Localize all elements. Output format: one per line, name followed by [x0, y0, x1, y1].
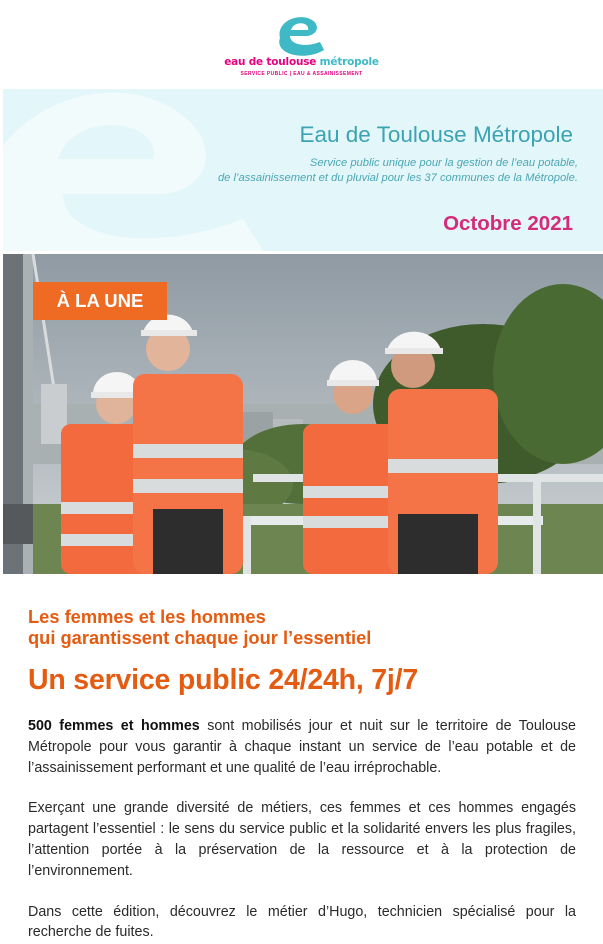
article-paragraph-3: Dans cette édition, découvrez le métier d’Hugo, technicien spécialisé pour la recherche de fuites. — [28, 903, 576, 941]
issue-date: Octobre 2021 — [443, 212, 573, 235]
banner-subtitle — [158, 156, 578, 185]
hero-photo[interactable] — [3, 254, 603, 574]
brand-name-part1: eau de toulouse — [224, 56, 320, 68]
brand-tagline: SERVICE PUBLIC | EAU & ASSAINISSEMENT — [240, 71, 363, 77]
article-paragraph-1-bold: 500 femmes et hommes — [28, 718, 200, 734]
banner-subtitle-line1: Service public unique pour la gestion de l’eau potable, — [309, 157, 578, 169]
brand-name-part2: métropole — [319, 56, 379, 68]
article-paragraph-1-text: sont mobilisés jour et nuit sur le territoire de Toulouse Métropole pour vous garantir à chaque instant un service de l’eau potable et de l’assainissement performant et une qualité de l’eau irréprochable. — [28, 718, 576, 776]
banner-subtitle-line2: de l’assainissement et du pluvial pour les 37 communes de la Métropole. — [217, 171, 578, 184]
brand-name — [0, 56, 603, 68]
newsletter-banner — [3, 89, 603, 251]
article-title: Un service public 24/24h, 7j/7 — [28, 664, 419, 696]
article-content — [28, 606, 576, 943]
article-subtitle — [28, 606, 576, 648]
water-drop-e-logo-icon[interactable] — [268, 10, 334, 58]
a-la-une-tag: À LA UNE — [33, 282, 167, 320]
article-subtitle-line1: Les femmes et les hommes — [28, 606, 266, 627]
header-logo-area — [0, 0, 603, 88]
article-subtitle-line2: qui garantissent chaque jour l’essentiel — [28, 627, 372, 648]
article-paragraph-1 — [28, 716, 576, 778]
article-paragraph-2: Exerçant une grande diversité de métiers, ces femmes et ces hommes engagés partagent l’essentiel : le sens du service public et la solidarité envers les plus fragiles, l’attention portée à la préservation de la ressource et à la protection de l’environnement. — [28, 800, 576, 879]
banner-title: Eau de Toulouse Métropole — [299, 122, 573, 147]
